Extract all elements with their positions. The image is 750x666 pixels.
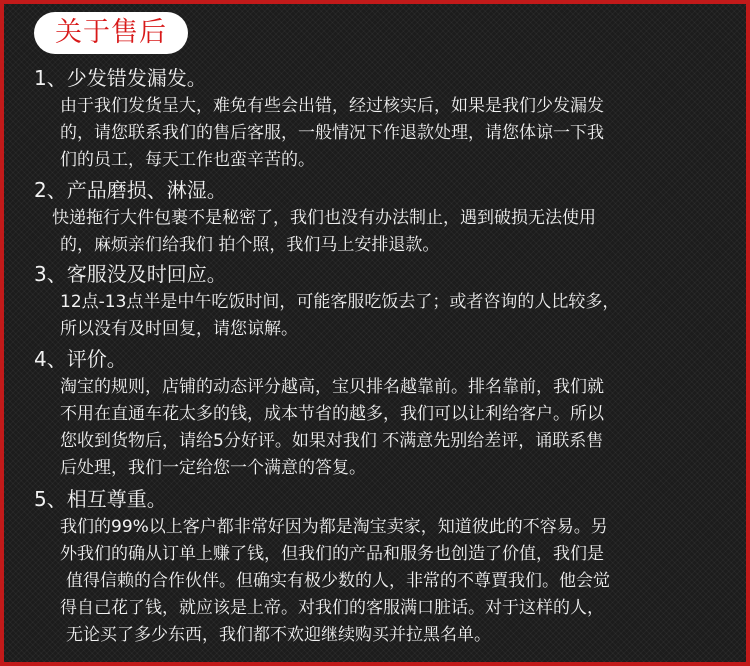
section-text-line: 我们的99%以上客户都非常好因为都是淘宝卖家，知道彼此的不容易。另 — [60, 517, 608, 537]
section-text-line: 所以没有及时回复，请您谅解。 — [60, 319, 298, 339]
section-text-line: 无论买了多少东西，我们都不欢迎继续购买并拉黑名单。 — [66, 625, 491, 645]
section-heading-missing-items: 1、少发错发漏发。 — [34, 66, 207, 90]
section-heading-review: 4、评价。 — [34, 347, 127, 371]
section-text-line: 您收到货物后，请给5分好评。如果对我们 不满意先别给差评，诵联系售 — [60, 431, 604, 451]
section-text-line: 12点-13点半是中午吃饭时间，可能客服吃饭去了；或者咨询的人比较多， — [60, 292, 620, 312]
section-text-line: 得自己花了钱，就应该是上帝。对我们的客服满口脏话。对于这样的人， — [60, 598, 604, 618]
section-text-line: 不用在直通车花太多的钱，成本节省的越多，我们可以让利给客户。所以 — [60, 404, 604, 424]
section-text-line: 淘宝的规则，店铺的动态评分越高，宝贝排名越靠前。排名靠前，我们就 — [60, 377, 604, 397]
section-text-line: 后处理，我们一定给您一个满意的答复。 — [60, 458, 366, 478]
section-text-line: 外我们的确从订单上赚了钱，但我们的产品和服务也创造了价值，我们是 — [60, 544, 604, 564]
section-heading-damaged-products: 2、产品磨损、淋湿。 — [34, 178, 227, 202]
section-text-line: 的，请您联系我们的售后客服，一般情况下作退款处理，请您体谅一下我 — [60, 123, 604, 143]
section-heading-service-response: 3、客服没及时回应。 — [34, 262, 227, 286]
section-text-line: 由于我们发货呈大，难免有些会出错，经过核实后，如果是我们少发漏发 — [60, 96, 604, 116]
section-heading-mutual-respect: 5、相互尊重。 — [34, 487, 167, 511]
section-text-line: 的，麻烦亲们给我们 拍个照，我们马上安排退款。 — [60, 235, 440, 255]
page-title: 关于售后 — [34, 12, 188, 54]
section-text-line: 快递拖行大件包裹不是秘密了，我们也没有办法制止，遇到破损无法使用 — [52, 208, 596, 228]
section-text-line: 们的员工，每天工作也蛮辛苦的。 — [60, 150, 315, 170]
section-text-line: 值得信赖的合作伙伴。但确实有极少数的人，非常的不尊賈我们。他会觉 — [66, 571, 610, 591]
